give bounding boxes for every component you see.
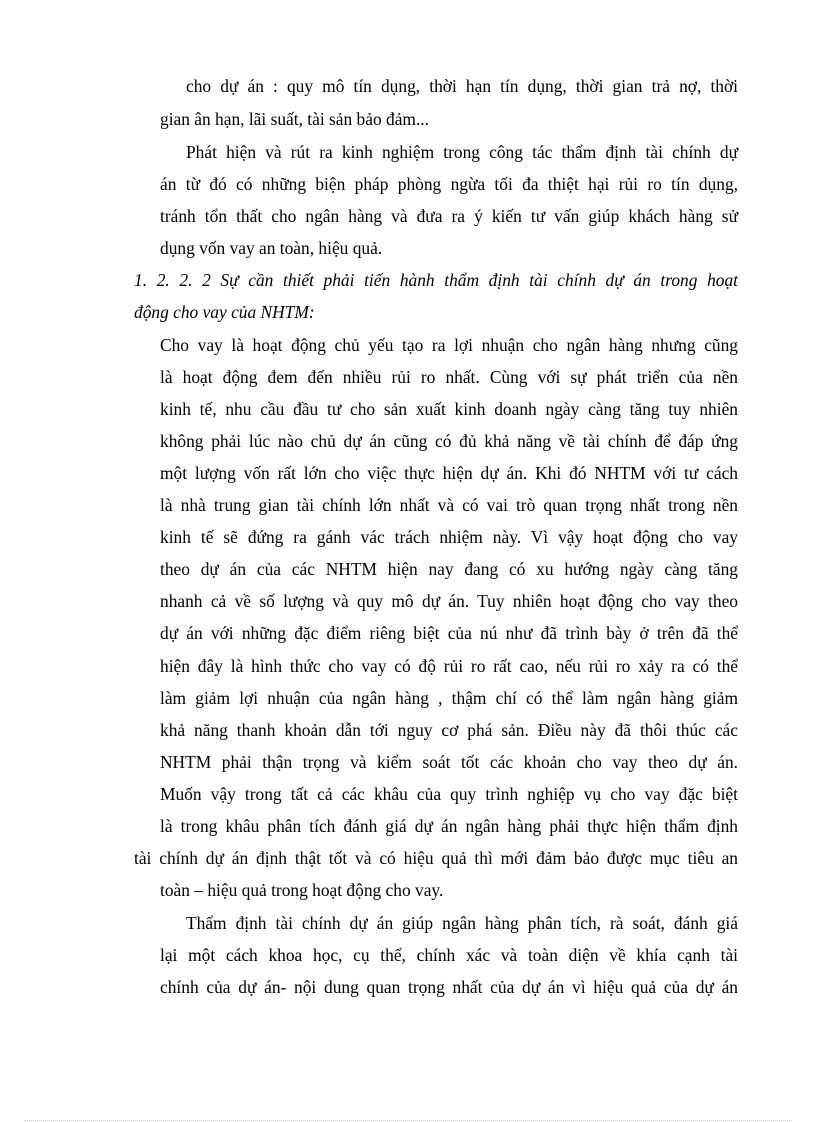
text-line: kinh tế, nhu cầu đầu tư cho sản xuất kinh doanh ngày càng tăng tuy nhiên: [160, 399, 738, 419]
text-line: dự án với những đặc điểm riêng biệt của nú như đã trình bày ở trên đã thể: [160, 623, 738, 643]
text-line: là hoạt động đem đến nhiều rủi ro nhất. Cùng với sự phát triển của nền: [160, 367, 738, 387]
text-line: Cho vay là hoạt động chủ yếu tạo ra lợi nhuận cho ngân hàng nhưng cũng: [160, 335, 738, 355]
text-line: không phải lúc nào chủ dự án cũng có đủ khả năng về tài chính để đáp ứng: [160, 431, 738, 451]
text-line: là nhà trung gian tài chính lớn nhất và có vai trò quan trọng nhất trong nền: [160, 495, 738, 515]
text-line: NHTM phải thận trọng và kiểm soát tốt các khoản cho vay theo dự án.: [160, 752, 738, 772]
text-line: làm giảm lợi nhuận của ngân hàng , thậm chí có thể làm ngân hàng giảm: [160, 688, 738, 708]
text-line: khả năng thanh khoản dẫn tới nguy cơ phá sản. Điều này đã thôi thúc các: [160, 720, 738, 740]
text-line: hiện đây là hình thức cho vay có độ rủi ro rất cao, nếu rủi ro xảy ra có thể: [160, 656, 738, 676]
text-line: toàn – hiệu quả trong hoạt động cho vay.: [160, 880, 444, 900]
text-line: cho dự án : quy mô tín dụng, thời hạn tín dụng, thời gian trả nợ, thời: [186, 76, 738, 96]
text-line: Thẩm định tài chính dự án giúp ngân hàng phân tích, rà soát, đánh giá: [186, 913, 738, 933]
text-line: một lượng vốn rất lớn cho việc thực hiện dự án. Khi đó NHTM với tư cách: [160, 463, 738, 483]
text-line: dụng vốn vay an toàn, hiệu quả.: [160, 238, 383, 258]
text-line: Muốn vậy trong tất cả các khâu của quy trình nghiệp vụ cho vay đặc biệt: [160, 784, 738, 804]
text-line: theo dự án của các NHTM hiện nay đang có xu hướng ngày càng tăng: [160, 559, 738, 579]
text-line: Phát hiện và rút ra kinh nghiệm trong công tác thẩm định tài chính dự: [186, 142, 738, 162]
text-line: gian ân hạn, lãi suất, tài sản bảo đảm...: [160, 109, 429, 129]
text-line: là trong khâu phân tích đánh giá dự án ngân hàng phải thực hiện thẩm định: [160, 816, 738, 836]
section-heading: 1. 2. 2. 2 Sự cần thiết phải tiến hành thẩm định tài chính dự án trong hoạt: [134, 270, 738, 290]
text-line: án từ đó có những biện pháp phòng ngừa tối đa thiệt hại rủi ro tín dụng,: [160, 174, 738, 194]
page-separator: [24, 1120, 792, 1121]
text-line: tránh tổn thất cho ngân hàng và đưa ra ý kiến tư vấn giúp khách hàng sử: [160, 206, 738, 226]
text-line: chính của dự án- nội dung quan trọng nhất của dự án vì hiệu quả của dự án: [160, 977, 738, 997]
text-line: lại một cách khoa học, cụ thể, chính xác và toàn diện về khía cạnh tài: [160, 945, 738, 965]
text-line: kinh tế sẽ đứng ra gánh vác trách nhiệm này. Vì vậy hoạt động cho vay: [160, 527, 738, 547]
section-heading: động cho vay của NHTM:: [134, 302, 315, 322]
text-line: tài chính dự án định thật tốt và có hiệu quả thì mới đảm bảo được mục tiêu an: [134, 848, 738, 868]
text-line: nhanh cả về số lượng và quy mô dự án. Tuy nhiên hoạt động cho vay theo: [160, 591, 738, 611]
